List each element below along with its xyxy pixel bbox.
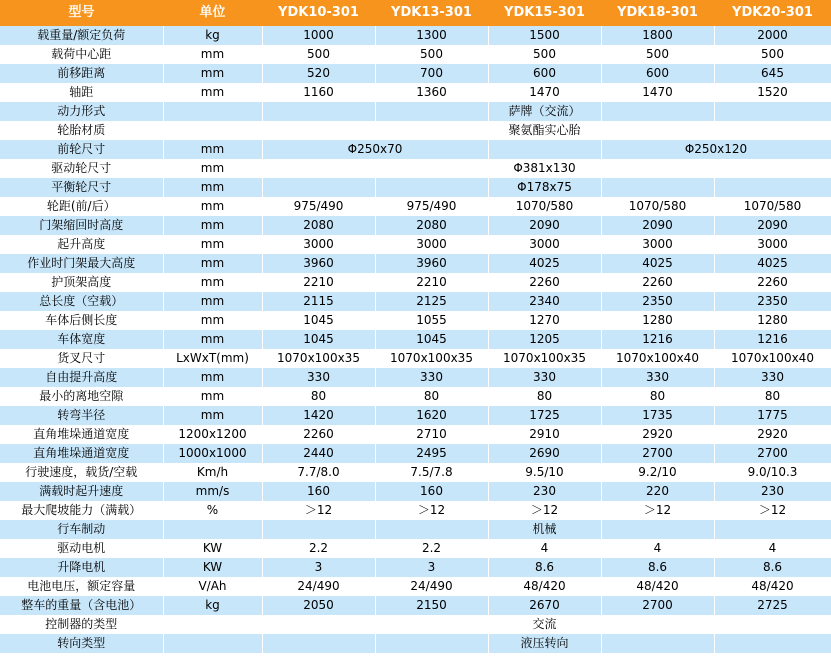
row-value: 1470 <box>601 83 714 102</box>
row-value: 1360 <box>375 83 488 102</box>
table-row <box>0 520 831 539</box>
row-value-empty <box>262 121 375 140</box>
table-row <box>0 197 831 216</box>
table-row <box>0 26 831 45</box>
row-label: 平衡轮尺寸 <box>0 178 163 197</box>
row-value: 1055 <box>375 311 488 330</box>
row-unit <box>163 634 262 653</box>
row-value: 4 <box>714 539 831 558</box>
row-value: 520 <box>262 64 375 83</box>
row-value-empty <box>262 178 375 197</box>
table-row <box>0 425 831 444</box>
row-value-empty <box>375 615 488 634</box>
row-value: 8.6 <box>714 558 831 577</box>
row-unit: Km/h <box>163 463 262 482</box>
row-value-empty <box>714 102 831 121</box>
row-label: 货叉尺寸 <box>0 349 163 368</box>
row-value-empty <box>601 159 714 178</box>
row-label: 起升高度 <box>0 235 163 254</box>
row-label: 轮距(前/后） <box>0 197 163 216</box>
table-row <box>0 121 831 140</box>
row-unit: KW <box>163 539 262 558</box>
row-value: ＞12 <box>601 501 714 520</box>
row-value: 1280 <box>714 311 831 330</box>
row-value: 80 <box>488 387 601 406</box>
row-value: 975/490 <box>375 197 488 216</box>
row-value-empty <box>375 121 488 140</box>
row-unit: LxWxT(mm) <box>163 349 262 368</box>
row-value: ＞12 <box>375 501 488 520</box>
row-value: 1280 <box>601 311 714 330</box>
table-row <box>0 330 831 349</box>
row-label: 最大爬坡能力（满载） <box>0 501 163 520</box>
row-value: 3 <box>262 558 375 577</box>
row-value: 3 <box>375 558 488 577</box>
row-value: 330 <box>714 368 831 387</box>
row-value: 1070/580 <box>714 197 831 216</box>
row-value: 1520 <box>714 83 831 102</box>
row-label: 前移距离 <box>0 64 163 83</box>
table-row <box>0 292 831 311</box>
row-value-shared: 交流 <box>488 615 601 634</box>
row-label: 轴距 <box>0 83 163 102</box>
row-unit: kg <box>163 26 262 45</box>
row-value-empty <box>262 159 375 178</box>
row-value: 160 <box>375 482 488 501</box>
row-unit <box>163 615 262 634</box>
row-label: 前轮尺寸 <box>0 140 163 159</box>
row-value-empty <box>375 634 488 653</box>
row-label: 最小的离地空隙 <box>0 387 163 406</box>
row-value: 7.5/7.8 <box>375 463 488 482</box>
row-label: 电池电压，额定容量 <box>0 577 163 596</box>
row-value: 2.2 <box>262 539 375 558</box>
table-row <box>0 444 831 463</box>
row-value: 2495 <box>375 444 488 463</box>
row-label: 直角堆垛通道宽度 <box>0 425 163 444</box>
row-value: 1775 <box>714 406 831 425</box>
header-model-ydk15: YDK15-301 <box>488 0 601 26</box>
table-row <box>0 482 831 501</box>
row-label: 整车的重量（含电池） <box>0 596 163 615</box>
row-value: 3000 <box>714 235 831 254</box>
row-unit: mm <box>163 140 262 159</box>
row-unit: % <box>163 501 262 520</box>
row-value: 1735 <box>601 406 714 425</box>
row-value: 330 <box>375 368 488 387</box>
row-value: 1205 <box>488 330 601 349</box>
row-value: 24/490 <box>375 577 488 596</box>
row-value: 1070/580 <box>488 197 601 216</box>
row-unit: mm <box>163 406 262 425</box>
row-value-group: Φ250x120 <box>601 140 831 159</box>
row-value-empty <box>488 140 601 159</box>
row-unit: KW <box>163 558 262 577</box>
row-value: 3960 <box>262 254 375 273</box>
row-value: 2.2 <box>375 539 488 558</box>
row-value: 3000 <box>375 235 488 254</box>
row-label: 转弯半径 <box>0 406 163 425</box>
table-row <box>0 159 831 178</box>
row-unit: kg <box>163 596 262 615</box>
row-value-group: Φ250x70 <box>262 140 488 159</box>
row-value: 9.0/10.3 <box>714 463 831 482</box>
header-model-ydk13: YDK13-301 <box>375 0 488 26</box>
row-value-shared: 聚氨酯实心胎 <box>488 121 601 140</box>
row-value: 24/490 <box>262 577 375 596</box>
row-label: 作业时门架最大高度 <box>0 254 163 273</box>
row-value-empty <box>714 121 831 140</box>
row-value: 2050 <box>262 596 375 615</box>
row-label: 车体宽度 <box>0 330 163 349</box>
row-value: 1070x100x35 <box>488 349 601 368</box>
row-unit: mm <box>163 216 262 235</box>
row-value: 2340 <box>488 292 601 311</box>
row-value: 1045 <box>262 311 375 330</box>
row-value: ＞12 <box>714 501 831 520</box>
row-label: 载重量/额定负荷 <box>0 26 163 45</box>
row-value: 1160 <box>262 83 375 102</box>
row-value: 975/490 <box>262 197 375 216</box>
row-value: 700 <box>375 64 488 83</box>
row-value: 500 <box>375 45 488 64</box>
row-value: 48/420 <box>601 577 714 596</box>
row-label: 驱动轮尺寸 <box>0 159 163 178</box>
row-label: 护顶架高度 <box>0 273 163 292</box>
row-value: 1045 <box>375 330 488 349</box>
row-value: 1000 <box>262 26 375 45</box>
row-value: 1070/580 <box>601 197 714 216</box>
row-value: 48/420 <box>488 577 601 596</box>
row-value: 1270 <box>488 311 601 330</box>
row-label: 升降电机 <box>0 558 163 577</box>
table-row <box>0 235 831 254</box>
row-value-empty <box>375 102 488 121</box>
row-value: 1620 <box>375 406 488 425</box>
row-value: 8.6 <box>488 558 601 577</box>
row-unit: V/Ah <box>163 577 262 596</box>
row-value: 160 <box>262 482 375 501</box>
table-header-row <box>0 0 831 26</box>
row-value-empty <box>714 634 831 653</box>
table-row <box>0 501 831 520</box>
table-row <box>0 254 831 273</box>
row-value: 2260 <box>601 273 714 292</box>
row-unit: mm <box>163 83 262 102</box>
row-value: 80 <box>601 387 714 406</box>
row-value: 4025 <box>488 254 601 273</box>
table-row <box>0 140 831 159</box>
row-value: 2690 <box>488 444 601 463</box>
row-label: 轮胎材质 <box>0 121 163 140</box>
row-value: 80 <box>714 387 831 406</box>
row-value-shared: 液压转向 <box>488 634 601 653</box>
row-label: 自由提升高度 <box>0 368 163 387</box>
row-value: 1070x100x35 <box>262 349 375 368</box>
row-label: 行车制动 <box>0 520 163 539</box>
row-value: 2260 <box>262 425 375 444</box>
row-value: 330 <box>488 368 601 387</box>
header-unit: 单位 <box>163 0 262 26</box>
row-value-empty <box>601 520 714 539</box>
row-value: 2710 <box>375 425 488 444</box>
row-value-empty <box>601 615 714 634</box>
row-unit: mm/s <box>163 482 262 501</box>
row-value-empty <box>601 178 714 197</box>
row-value: 2150 <box>375 596 488 615</box>
row-value-empty <box>375 159 488 178</box>
table-row <box>0 64 831 83</box>
row-value: 2125 <box>375 292 488 311</box>
row-value: 2700 <box>714 444 831 463</box>
row-value: 2910 <box>488 425 601 444</box>
row-value-empty <box>714 615 831 634</box>
row-value: 2920 <box>601 425 714 444</box>
row-value: 1725 <box>488 406 601 425</box>
row-value: 2090 <box>714 216 831 235</box>
row-unit: mm <box>163 45 262 64</box>
row-value: 500 <box>262 45 375 64</box>
row-value: 330 <box>262 368 375 387</box>
row-unit <box>163 121 262 140</box>
table-row <box>0 102 831 121</box>
table-row <box>0 615 831 634</box>
row-label: 转向类型 <box>0 634 163 653</box>
row-value-empty <box>262 634 375 653</box>
row-value: 2920 <box>714 425 831 444</box>
row-unit: mm <box>163 235 262 254</box>
row-value-empty <box>601 102 714 121</box>
row-value: 9.2/10 <box>601 463 714 482</box>
row-value: 9.5/10 <box>488 463 601 482</box>
row-value: 230 <box>714 482 831 501</box>
row-unit: mm <box>163 254 262 273</box>
row-value: 3000 <box>601 235 714 254</box>
row-value-empty <box>375 178 488 197</box>
header-model-ydk18: YDK18-301 <box>601 0 714 26</box>
row-value: 1045 <box>262 330 375 349</box>
row-value: 330 <box>601 368 714 387</box>
table-row <box>0 406 831 425</box>
row-value: 2080 <box>262 216 375 235</box>
row-label: 满载时起升速度 <box>0 482 163 501</box>
row-value-empty <box>714 159 831 178</box>
row-value: 2115 <box>262 292 375 311</box>
row-value: 1300 <box>375 26 488 45</box>
row-value: 230 <box>488 482 601 501</box>
row-label: 总长度（空载） <box>0 292 163 311</box>
row-value-empty <box>375 520 488 539</box>
row-value: 500 <box>488 45 601 64</box>
row-value: 600 <box>488 64 601 83</box>
row-unit <box>163 520 262 539</box>
row-value: 600 <box>601 64 714 83</box>
table-row <box>0 216 831 235</box>
row-value-empty <box>714 178 831 197</box>
row-unit <box>163 102 262 121</box>
row-value: 500 <box>714 45 831 64</box>
table-row <box>0 634 831 653</box>
table-row <box>0 273 831 292</box>
row-value: 2000 <box>714 26 831 45</box>
row-value: 2090 <box>601 216 714 235</box>
row-value: 1070x100x35 <box>375 349 488 368</box>
row-value: 2700 <box>601 596 714 615</box>
table-row <box>0 368 831 387</box>
table-row <box>0 539 831 558</box>
row-value: 2350 <box>601 292 714 311</box>
table-row <box>0 349 831 368</box>
row-value-shared: Φ178x75 <box>488 178 601 197</box>
table-row <box>0 463 831 482</box>
row-value: 4 <box>488 539 601 558</box>
row-value: 1420 <box>262 406 375 425</box>
row-value: 2440 <box>262 444 375 463</box>
row-value: 1070x100x40 <box>714 349 831 368</box>
row-label: 直角堆垛通道宽度 <box>0 444 163 463</box>
row-label: 门架缩回时高度 <box>0 216 163 235</box>
row-value: 2080 <box>375 216 488 235</box>
row-value: 2670 <box>488 596 601 615</box>
row-value: 2210 <box>375 273 488 292</box>
row-unit: mm <box>163 197 262 216</box>
row-label: 动力形式 <box>0 102 163 121</box>
row-value-empty <box>601 634 714 653</box>
row-value-shared: Φ381x130 <box>488 159 601 178</box>
table-row <box>0 596 831 615</box>
row-value: 2350 <box>714 292 831 311</box>
row-value: 500 <box>601 45 714 64</box>
table-row <box>0 45 831 64</box>
row-unit: mm <box>163 178 262 197</box>
row-value: 80 <box>262 387 375 406</box>
header-model: 型号 <box>0 0 163 26</box>
row-unit: 1000x1000 <box>163 444 262 463</box>
row-unit: mm <box>163 273 262 292</box>
table-row <box>0 577 831 596</box>
row-value: 3000 <box>488 235 601 254</box>
row-value: 3960 <box>375 254 488 273</box>
row-value: 1216 <box>714 330 831 349</box>
table-row <box>0 311 831 330</box>
header-model-ydk10: YDK10-301 <box>262 0 375 26</box>
row-value: 2725 <box>714 596 831 615</box>
row-label: 载荷中心距 <box>0 45 163 64</box>
row-value: ＞12 <box>488 501 601 520</box>
row-value: 2090 <box>488 216 601 235</box>
row-value: 3000 <box>262 235 375 254</box>
row-value-shared: 机械 <box>488 520 601 539</box>
row-value: 8.6 <box>601 558 714 577</box>
table-row <box>0 83 831 102</box>
row-value: 7.7/8.0 <box>262 463 375 482</box>
row-value: 1500 <box>488 26 601 45</box>
row-label: 控制器的类型 <box>0 615 163 634</box>
table-row <box>0 387 831 406</box>
table-row <box>0 178 831 197</box>
row-value: 220 <box>601 482 714 501</box>
row-value: 2210 <box>262 273 375 292</box>
row-label: 驱动电机 <box>0 539 163 558</box>
row-value: 80 <box>375 387 488 406</box>
row-unit: mm <box>163 159 262 178</box>
row-unit: mm <box>163 292 262 311</box>
row-value-empty <box>601 121 714 140</box>
row-value: ＞12 <box>262 501 375 520</box>
row-label: 车体后侧长度 <box>0 311 163 330</box>
row-unit: mm <box>163 368 262 387</box>
row-unit: mm <box>163 64 262 83</box>
row-unit: mm <box>163 311 262 330</box>
row-value-empty <box>714 520 831 539</box>
row-value: 2700 <box>601 444 714 463</box>
row-value: 645 <box>714 64 831 83</box>
row-value: 48/420 <box>714 577 831 596</box>
row-value: 4025 <box>714 254 831 273</box>
row-value-shared: 萨牌（交流） <box>488 102 601 121</box>
row-unit: mm <box>163 330 262 349</box>
row-value-empty <box>262 615 375 634</box>
row-value-empty <box>262 102 375 121</box>
row-value: 2260 <box>488 273 601 292</box>
table-row <box>0 558 831 577</box>
row-unit: mm <box>163 387 262 406</box>
row-value: 4 <box>601 539 714 558</box>
row-value: 1470 <box>488 83 601 102</box>
table-body <box>0 26 831 653</box>
row-value: 2260 <box>714 273 831 292</box>
row-value: 1800 <box>601 26 714 45</box>
row-value: 1070x100x40 <box>601 349 714 368</box>
header-model-ydk20: YDK20-301 <box>714 0 831 26</box>
row-value: 4025 <box>601 254 714 273</box>
row-label: 行驶速度，载货/空载 <box>0 463 163 482</box>
row-value: 1216 <box>601 330 714 349</box>
row-value-empty <box>262 520 375 539</box>
row-unit: 1200x1200 <box>163 425 262 444</box>
